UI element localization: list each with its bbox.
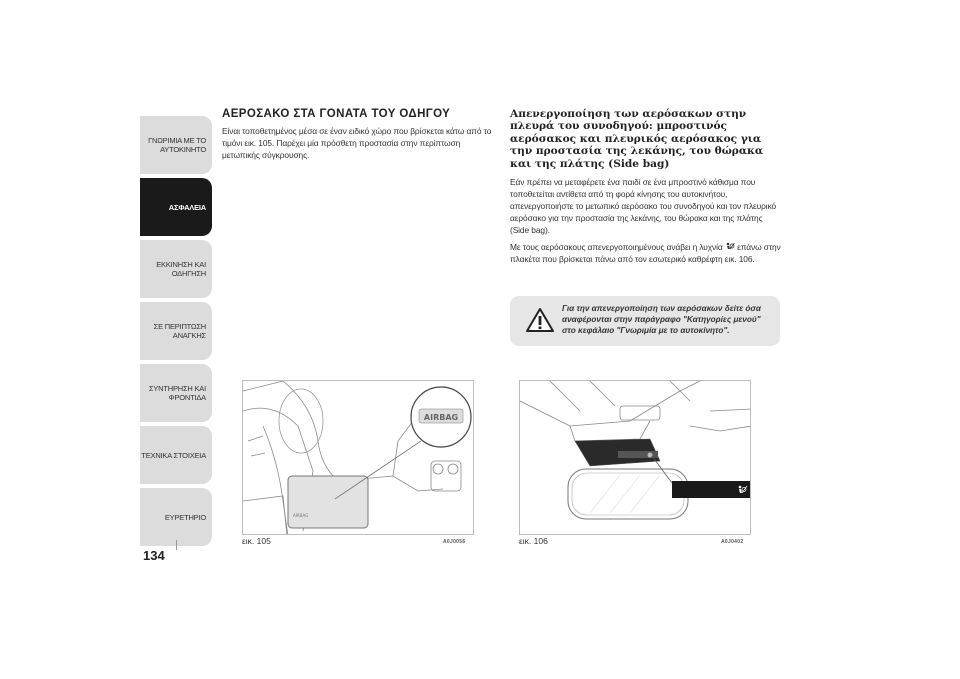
tab-label: ΕΥΡΕΤΗΡΙΟ	[164, 512, 206, 522]
tab-label: ΓΝΩΡΙΜΙΑ ΜΕ ΤΟ ΑΥΤΟΚΙΝΗΤΟ	[148, 136, 206, 154]
page-number: 134	[143, 548, 165, 563]
text: επάνω στην πλακέτα που βρίσκεται πάνω από τον εσωτερικό καθρέφτη εικ. 106.	[510, 242, 781, 265]
tab-maintenance[interactable]	[140, 364, 212, 422]
tab-label: ΕΚΚΙΝΗΣΗ ΚΑΙ ΟΔΗΓΗΣΗ	[156, 260, 206, 278]
tab-getting-to-know[interactable]	[140, 116, 212, 174]
panel-label: AIRBAG	[293, 513, 309, 518]
tab-starting-driving[interactable]	[140, 240, 212, 298]
airbag-off-icon	[725, 242, 735, 251]
overhead-panel-illustration	[520, 381, 751, 535]
airbag-badge: AIRBAG	[423, 413, 459, 422]
knee-airbag-illustration	[243, 381, 474, 535]
tab-technical-data[interactable]	[140, 426, 212, 484]
left-column	[222, 108, 492, 161]
note-text: Για την απενεργοποίηση των αερόσακων δείτε όσα αναφέρονται στην παράγραφο "Κατηγορίες μενού" στο κεφάλαιο "Γνωριμία με το αυτοκίνητο".	[562, 304, 761, 336]
tab-index[interactable]	[140, 488, 212, 546]
tab-emergency[interactable]	[140, 302, 212, 360]
paragraph	[510, 241, 782, 265]
right-column	[510, 108, 782, 265]
figure-code: A0J0056	[443, 539, 466, 545]
tab-safety[interactable]	[140, 178, 212, 236]
tab-label: ΣΥΝΤΗΡΗΣΗ ΚΑΙ ΦΡΟΝΤΙΔΑ	[148, 384, 206, 402]
paragraph: Εάν πρέπει να μεταφέρετε ένα παιδί σε ένα μπροστινό κάθισμα που τοποθετείται αντίθετα από τη φορά κίνησης του αυτοκινήτου, απενεργοποιήστε το μετωπικό αερόσακο του συνοδηγού και τον πλευρικό αερόσακο για την προστασία της λεκάνης, του θώρακα και της πλάτης (Side bag).	[510, 177, 777, 236]
figure-caption: εικ. 105	[242, 536, 271, 546]
figure-code: A0J0402	[721, 539, 744, 545]
subsection-heading: Απενεργοποίηση των αερόσακων στην πλευρά του συνοδηγού: μπροστινός αερόσακος και πλευρικός αερόσακος για την προστασία της λεκάνης, του θώρακα και της πλάτης (Side bag)	[510, 108, 764, 170]
divider	[176, 540, 177, 550]
warning-note	[510, 296, 780, 346]
warning-triangle-icon	[526, 307, 554, 333]
figure-105	[242, 380, 474, 535]
tab-label: ΣΕ ΠΕΡΙΠΤΩΣΗ ΑΝΑΓΚΗΣ	[153, 322, 206, 340]
tab-label: ΑΣΦΑΛΕΙΑ	[168, 202, 206, 212]
figure-caption: εικ. 106	[519, 536, 548, 546]
figure-106	[519, 380, 751, 535]
text: Με τους αερόσακους απενεργοποιημένους ανάβει η λυχνία	[510, 242, 723, 253]
tab-label: ΤΕΧΝΙΚΑ ΣΤΟΙΧΕΙΑ	[141, 450, 206, 460]
section-heading: ΑΕΡΟΣΑΚΟ ΣΤΑ ΓΟΝΑΤΑ ΤΟΥ ΟΔΗΓΟΥ	[222, 108, 451, 120]
paragraph: Είναι τοποθετημένος μέσα σε έναν ειδικό χώρο που βρίσκεται κάτω από το τιμόνι εικ. 105. Παρέχει μία πρόσθετη προστασία στην περίπτωση μετωπικής σύγκρουσης.	[222, 126, 492, 160]
